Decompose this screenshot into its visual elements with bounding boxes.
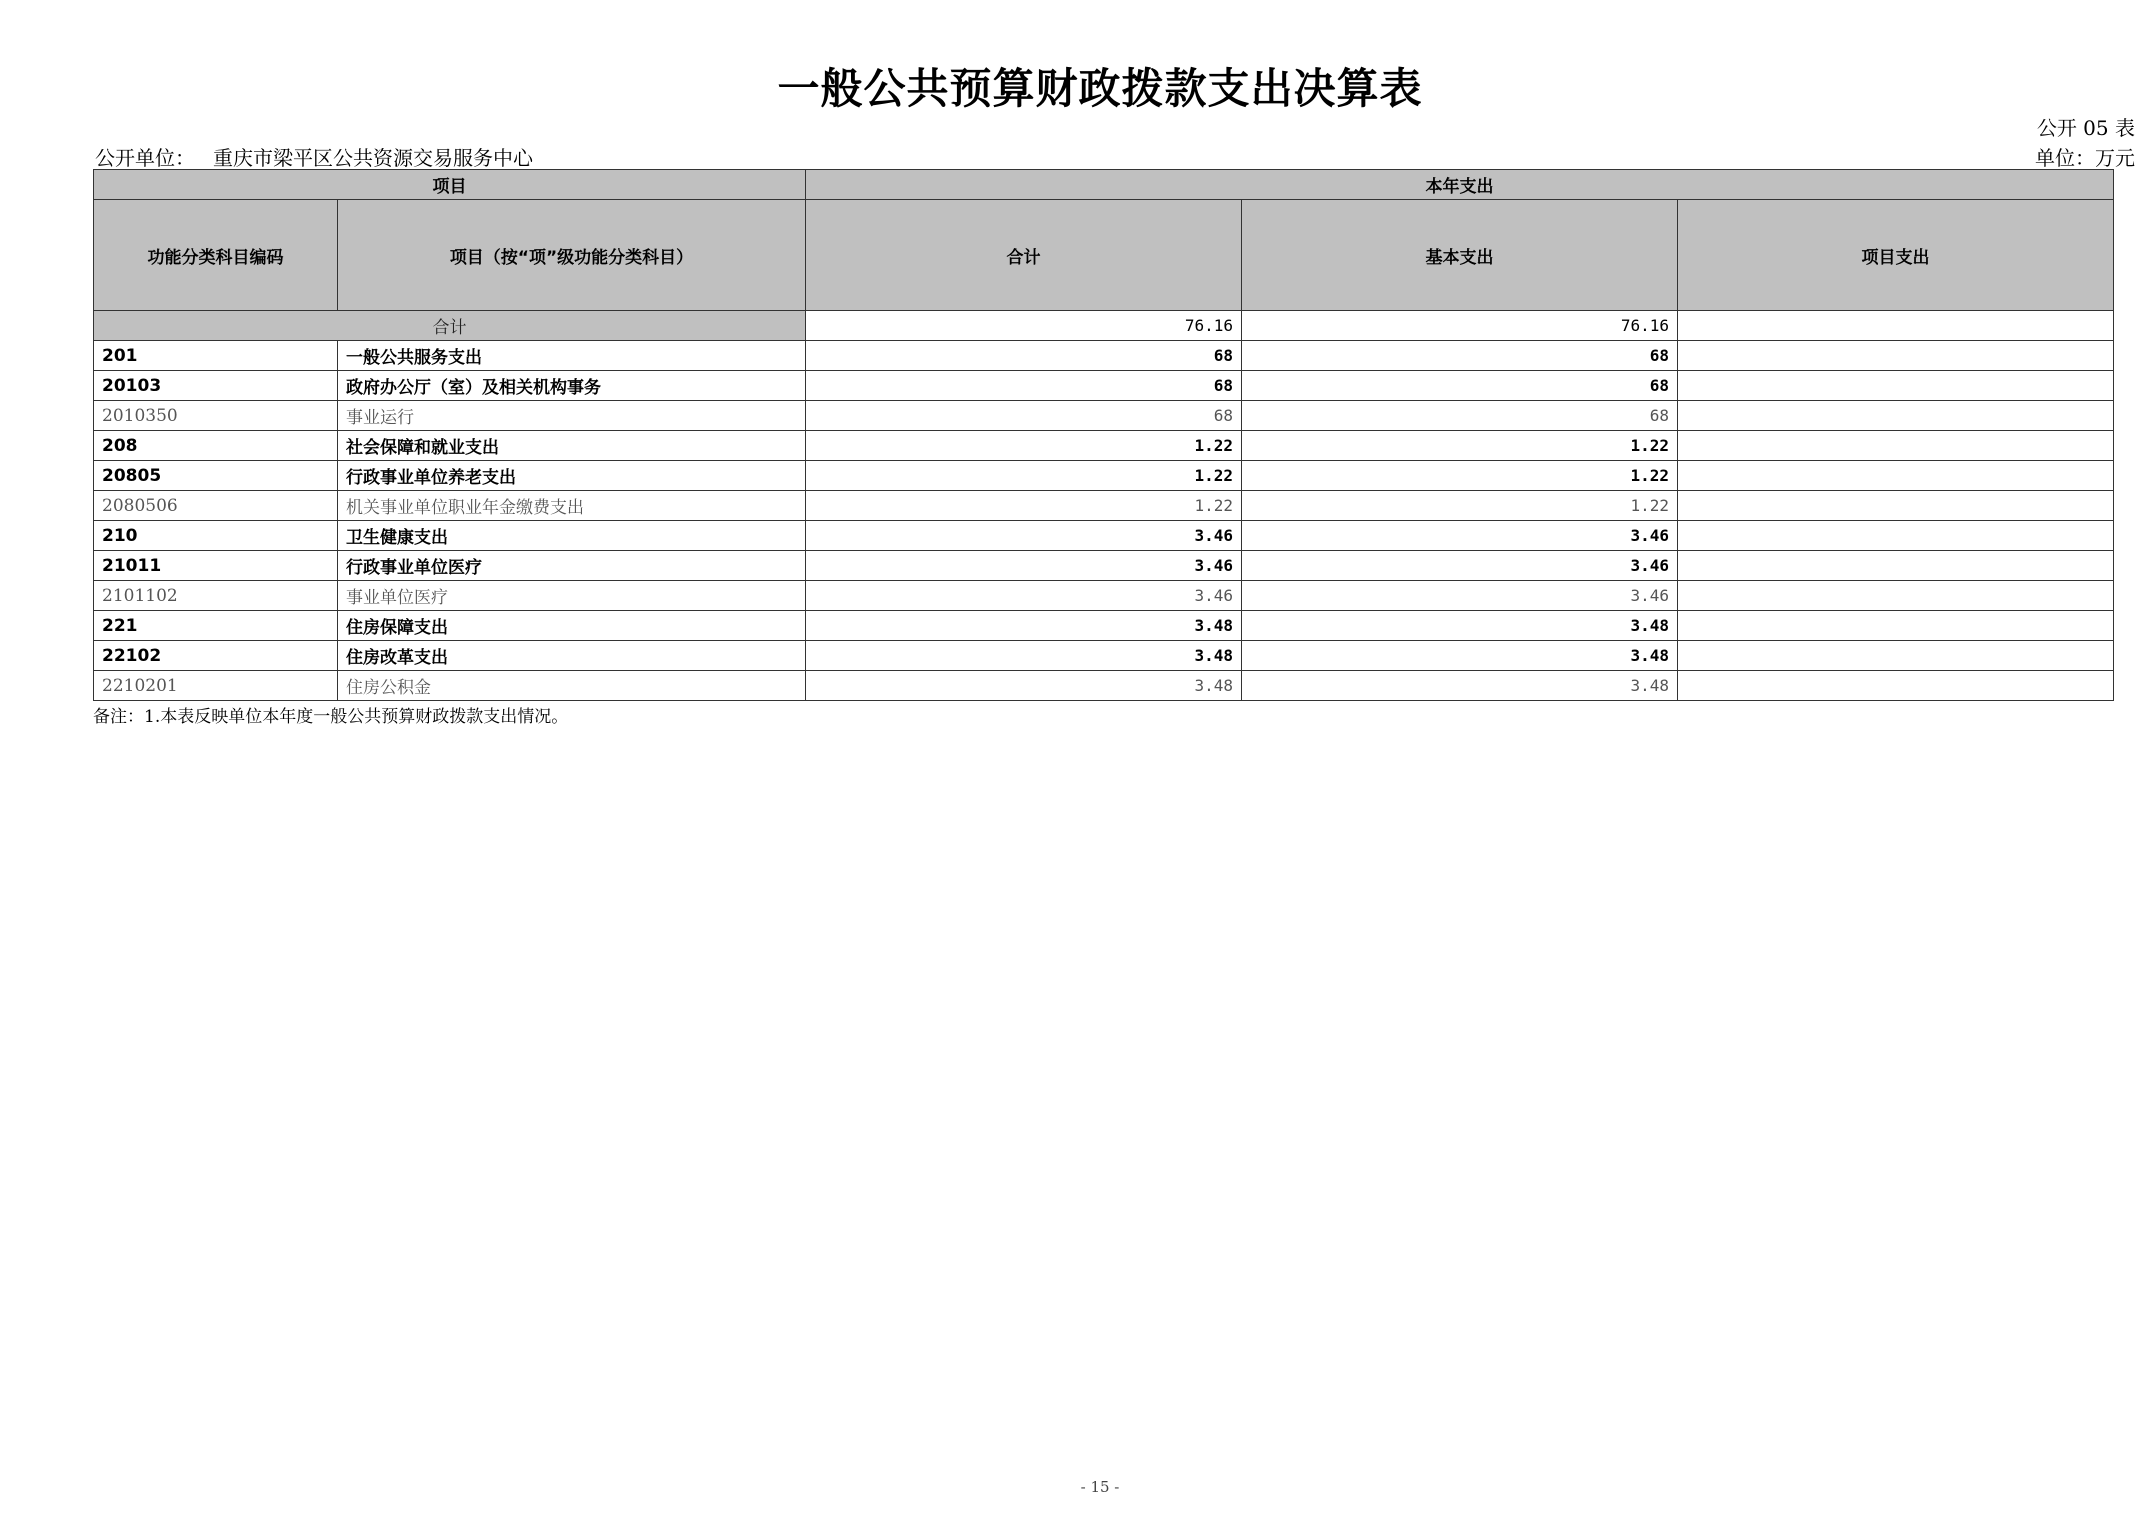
cell-code: 2010350 xyxy=(94,401,338,431)
cell-basic: 3.48 xyxy=(1242,671,1678,701)
cell-code: 22102 xyxy=(94,641,338,671)
cell-total: 1.22 xyxy=(806,491,1242,521)
cell-project xyxy=(1678,671,2114,701)
header-project: 项目支出 xyxy=(1678,200,2114,311)
table-row xyxy=(94,671,2114,701)
reporting-unit-name: 重庆市梁平区公共资源交易服务中心 xyxy=(213,146,533,170)
cell-basic: 3.48 xyxy=(1242,611,1678,641)
cell-basic: 1.22 xyxy=(1242,461,1678,491)
cell-code: 221 xyxy=(94,611,338,641)
table-row xyxy=(94,551,2114,581)
cell-project xyxy=(1678,521,2114,551)
cell-name: 社会保障和就业支出 xyxy=(338,431,806,461)
cell-name: 一般公共服务支出 xyxy=(338,341,806,371)
cell-basic: 1.22 xyxy=(1242,431,1678,461)
cell-code: 2101102 xyxy=(94,581,338,611)
table-row xyxy=(94,611,2114,641)
total-row xyxy=(94,311,2114,341)
cell-project xyxy=(1678,491,2114,521)
cell-basic: 68 xyxy=(1242,401,1678,431)
table-row xyxy=(94,461,2114,491)
table-row xyxy=(94,401,2114,431)
cell-basic: 3.46 xyxy=(1242,551,1678,581)
cell-total: 3.48 xyxy=(806,611,1242,641)
cell-name: 行政事业单位养老支出 xyxy=(338,461,806,491)
cell-project xyxy=(1678,611,2114,641)
page-title: 一般公共预算财政拨款支出决算表 xyxy=(777,64,1423,113)
header-expense-group: 本年支出 xyxy=(806,170,2114,200)
cell-code: 2080506 xyxy=(94,491,338,521)
cell-name: 住房公积金 xyxy=(338,671,806,701)
reporting-unit-label: 公开单位： xyxy=(95,146,195,170)
cell-total: 68 xyxy=(806,341,1242,371)
total-basic: 76.16 xyxy=(1242,311,1678,341)
table-row xyxy=(94,521,2114,551)
cell-project xyxy=(1678,641,2114,671)
cell-code: 2210201 xyxy=(94,671,338,701)
cell-code: 21011 xyxy=(94,551,338,581)
cell-total: 68 xyxy=(806,401,1242,431)
table-row xyxy=(94,581,2114,611)
total-label: 合计 xyxy=(94,311,806,341)
cell-project xyxy=(1678,581,2114,611)
cell-code: 208 xyxy=(94,431,338,461)
cell-name: 行政事业单位医疗 xyxy=(338,551,806,581)
table-row xyxy=(94,371,2114,401)
cell-total: 3.46 xyxy=(806,551,1242,581)
cell-name: 住房保障支出 xyxy=(338,611,806,641)
cell-basic: 68 xyxy=(1242,341,1678,371)
cell-code: 210 xyxy=(94,521,338,551)
table-row xyxy=(94,341,2114,371)
cell-code: 201 xyxy=(94,341,338,371)
cell-project xyxy=(1678,371,2114,401)
table-row xyxy=(94,491,2114,521)
table-row xyxy=(94,641,2114,671)
cell-basic: 1.22 xyxy=(1242,491,1678,521)
header-total: 合计 xyxy=(806,200,1242,311)
cell-basic: 68 xyxy=(1242,371,1678,401)
reporting-unit xyxy=(95,142,533,171)
cell-name: 事业单位医疗 xyxy=(338,581,806,611)
cell-project xyxy=(1678,341,2114,371)
header-basic: 基本支出 xyxy=(1242,200,1678,311)
cell-project xyxy=(1678,461,2114,491)
page-number: - 15 - xyxy=(1080,1478,1120,1496)
total-project xyxy=(1678,311,2114,341)
header-group-row xyxy=(94,170,2114,200)
expenditure-table xyxy=(93,169,2114,701)
cell-total: 3.48 xyxy=(806,671,1242,701)
table-row xyxy=(94,431,2114,461)
cell-total: 3.48 xyxy=(806,641,1242,671)
cell-code: 20805 xyxy=(94,461,338,491)
cell-code: 20103 xyxy=(94,371,338,401)
cell-project xyxy=(1678,401,2114,431)
header-column-row xyxy=(94,200,2114,311)
cell-name: 卫生健康支出 xyxy=(338,521,806,551)
cell-total: 3.46 xyxy=(806,581,1242,611)
cell-total: 1.22 xyxy=(806,431,1242,461)
cell-name: 事业运行 xyxy=(338,401,806,431)
cell-basic: 3.46 xyxy=(1242,581,1678,611)
form-number: 公开 05 表 xyxy=(2036,116,2135,140)
cell-project xyxy=(1678,551,2114,581)
header-name: 项目（按“项”级功能分类科目） xyxy=(338,200,806,311)
cell-name: 政府办公厅（室）及相关机构事务 xyxy=(338,371,806,401)
cell-basic: 3.46 xyxy=(1242,521,1678,551)
header-code: 功能分类科目编码 xyxy=(94,200,338,311)
cell-total: 68 xyxy=(806,371,1242,401)
total-total: 76.16 xyxy=(806,311,1242,341)
cell-name: 机关事业单位职业年金缴费支出 xyxy=(338,491,806,521)
table-note: 备注：1.本表反映单位本年度一般公共预算财政拨款支出情况。 xyxy=(93,707,569,727)
cell-total: 3.46 xyxy=(806,521,1242,551)
cell-name: 住房改革支出 xyxy=(338,641,806,671)
cell-project xyxy=(1678,431,2114,461)
cell-total: 1.22 xyxy=(806,461,1242,491)
money-unit: 单位：万元 xyxy=(2035,146,2135,170)
header-item-group: 项目 xyxy=(94,170,806,200)
cell-basic: 3.48 xyxy=(1242,641,1678,671)
